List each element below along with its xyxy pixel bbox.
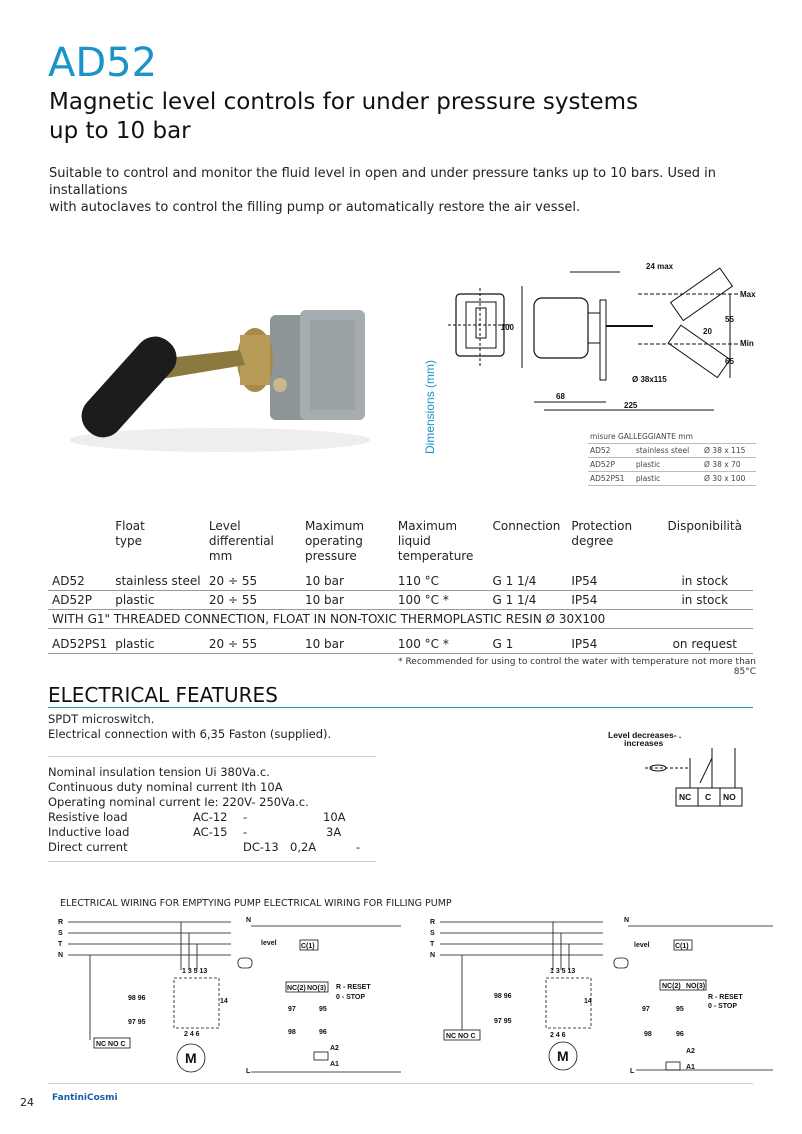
product-photo [55,290,385,460]
contact-14: 14 [220,998,228,1005]
table-cell: AD52PS1 [588,472,634,486]
terminal-no: NO [723,792,736,802]
table-cell: IP54 [567,629,656,654]
phase-n: N [430,952,436,959]
l-label: L [246,1068,251,1075]
intro-paragraph [49,165,764,216]
rating-category: AC-12 [193,810,228,824]
no3-label: NO(3) [307,985,327,992]
switch-diagram [600,728,750,808]
spec-table [48,516,753,654]
table-cell: plastic [634,472,702,486]
header-cell: Float type [115,519,145,548]
page-subtitle [49,88,729,146]
table-cell: AD52P [588,458,634,472]
float-table-title: misure GALLEGGIANTE mm [588,430,756,444]
table-cell: Ø 38 x 115 [702,444,756,458]
full-width-row: WITH G1" THREADED CONNECTION, FLOAT IN NON-TOXIC THERMOPLASTIC RESIN Ø 30X100 [48,610,753,629]
l-label: L [630,1068,635,1075]
dim-float: Ø 38x115 [632,375,667,384]
rating-label: Resistive load [48,810,128,824]
contact-97: 97 [642,1006,650,1013]
contact-95: 95 [319,1006,327,1013]
divider [48,861,376,862]
level-label: level [261,940,277,947]
rating-row [48,840,378,855]
intro-line-1: Suitable to control and monitor the fluid level in open and under pressure tanks up to 10 bars. Used in installations [49,166,717,198]
phase-r: R [58,919,64,926]
table-row [588,444,756,458]
level-label: level [634,942,650,949]
table-cell: 110 °C [394,572,489,591]
contact-label: 1 3 5 13 [550,968,576,975]
contact-97: 97 [288,1006,296,1013]
contact-98-96: 98 96 [494,993,512,1000]
table-cell: plastic [111,591,205,610]
electrical-description [48,712,331,742]
a2-label: A2 [330,1045,339,1052]
dim-100: 100 [500,323,514,332]
switch-label-2: increases [624,738,664,748]
phase-n: N [58,952,64,959]
header-cell: Disponibilità [667,519,742,533]
contact-label: 1 3 5 13 [182,968,208,975]
phase-s: S [430,930,435,937]
header-cell: Maximum operating pressure [304,519,365,563]
table-cell: 20 ÷ 55 [205,591,301,610]
table-cell: plastic [634,458,702,472]
rating-label: Inductive load [48,825,130,839]
rating-row [48,795,378,810]
rating-voltage: - [243,825,248,839]
motor-label: M [185,1050,197,1066]
table-cell: stainless steel [111,572,205,591]
table-row [48,629,753,654]
rating-category: AC-15 [193,825,228,839]
dim-225: 225 [624,401,638,410]
contact-14: 14 [584,998,592,1005]
switch-terminals: NC NO C [446,1033,476,1040]
table-cell: 10 bar [301,572,394,591]
rating-row [48,765,378,780]
table-row [48,591,753,610]
temperature-note: * Recommended for using to control the water with temperature not more than 85°C [398,657,756,677]
rating-text: Continuous duty nominal current Ith 10A [48,780,283,794]
dim-65: 65 [725,357,734,366]
subtitle-line-2: up to 10 bar [49,118,191,144]
stop-label: 0 - STOP [708,1003,738,1010]
dim-20: 20 [703,327,712,336]
table-cell: 20 ÷ 55 [205,572,301,591]
c1-label: C(1) [675,943,689,950]
neutral-label: N [246,917,252,924]
brand-logo [52,1093,118,1103]
c1-label: C(1) [301,943,315,950]
table-cell: 100 °C * [394,591,489,610]
dim-68: 68 [556,392,565,401]
subtitle-line-1: Magnetic level controls for under pressure systems [49,89,639,115]
contact-96: 96 [676,1031,684,1038]
table-row [588,458,756,472]
header-cell [48,516,111,572]
table-cell: on request [657,629,753,654]
table-cell: G 1 1/4 [488,591,567,610]
table-cell: AD52 [588,444,634,458]
phase-r: R [430,919,436,926]
header-cell: Maximum liquid temperature [397,519,474,563]
table-cell: 20 ÷ 55 [205,629,301,654]
rating-row [48,810,378,825]
no3-label: NO(3) [686,983,706,990]
wiring-diagram-emptying [56,910,401,1080]
rating-text: Operating nominal current Ie: 220V- 250Va.c. [48,795,309,809]
float-size-table [588,430,756,486]
spec-table-header [48,516,753,572]
rating-voltage: - [243,810,248,824]
table-cell: AD52P [48,591,111,610]
contact-label: 2 4 6 [550,1032,566,1039]
phase-s: S [58,930,63,937]
description-line: SPDT microswitch. [48,712,155,726]
contact-97-95: 97 95 [494,1018,512,1025]
table-cell: AD52PS1 [48,629,111,654]
rating-current: 0,2A [290,840,317,854]
stop-label: 0 - STOP [336,994,366,1001]
phase-t: T [58,941,63,948]
table-row [588,472,756,486]
table-cell: in stock [657,591,753,610]
reset-label: R - RESET [336,984,371,991]
table-cell: plastic [111,629,205,654]
contact-98: 98 [288,1029,296,1036]
table-cell: Ø 38 x 70 [702,458,756,472]
model-title: AD52 [48,40,158,86]
rating-row [48,780,378,795]
dim-min: Min [740,339,754,348]
dim-55: 55 [725,315,734,324]
dimension-drawing [448,258,768,418]
wiring-title: ELECTRICAL WIRING FOR EMPTYING PUMP ELECTRICAL WIRING FOR FILLING PUMP [60,898,452,909]
dim-max: Max [740,290,756,299]
contact-97-95: 97 95 [128,1019,146,1026]
table-cell: IP54 [567,572,656,591]
rating-voltage: - [356,840,361,854]
terminal-nc: NC [679,792,692,802]
section-divider [48,707,753,708]
header-cell: Protection degree [571,519,633,548]
ratings-list [48,765,378,855]
table-row [48,572,753,591]
description-line: Electrical connection with 6,35 Faston (supplied). [48,727,332,741]
dim-24-max: 24 max [646,262,674,271]
rating-label: Direct current [48,840,128,854]
header-cell: Connection [492,519,561,533]
terminal-c: C [705,792,712,802]
brand-text: FantiniCosmi [52,1093,118,1103]
a1-label: A1 [330,1061,339,1068]
divider [48,756,376,757]
table-cell: 10 bar [301,591,394,610]
table-cell: 10 bar [301,629,394,654]
contact-98-96: 98 96 [128,995,146,1002]
dimensions-text: Dimensions (mm) [423,359,437,454]
contact-label: 2 4 6 [184,1031,200,1038]
table-cell: in stock [657,572,753,591]
page-number: 24 [20,1096,34,1109]
a2-label: A2 [686,1048,695,1055]
header-cell: Level differential mm [208,519,274,563]
float-table-header [588,430,756,444]
table-cell: 100 °C * [394,629,489,654]
contact-95: 95 [676,1006,684,1013]
table-cell: IP54 [567,591,656,610]
switch-label-1: Level decreases- . [608,730,682,740]
rating-current: 10A [323,810,346,824]
a1-label: A1 [686,1064,695,1071]
phase-t: T [430,941,435,948]
rating-category: DC-13 [243,840,279,854]
neutral-label: N [624,917,630,924]
intro-line-2: with autoclaves to control the filling pump or automatically restore the air vessel. [49,200,581,215]
table-cell: G 1 [488,629,567,654]
wiring-diagram-filling [428,910,773,1080]
nc2-label: NC(2) [662,983,681,990]
section-heading: ELECTRICAL FEATURES [48,683,278,707]
motor-label: M [557,1048,569,1064]
contact-98: 98 [644,1031,652,1038]
reset-label: R - RESET [708,994,743,1001]
rating-row [48,825,378,840]
table-cell: stainless steel [634,444,702,458]
table-row [48,610,753,629]
nc2-label: NC(2) [287,985,306,992]
rating-current: 3A [326,825,342,839]
rating-text: Nominal insulation tension Ui 380Va.c. [48,765,270,779]
table-cell: Ø 30 x 100 [702,472,756,486]
footer-divider [48,1083,753,1084]
switch-terminals: NC NO C [96,1041,126,1048]
table-cell: AD52 [48,572,111,591]
dimensions-label [420,340,442,460]
table-cell: G 1 1/4 [488,572,567,591]
contact-96: 96 [319,1029,327,1036]
